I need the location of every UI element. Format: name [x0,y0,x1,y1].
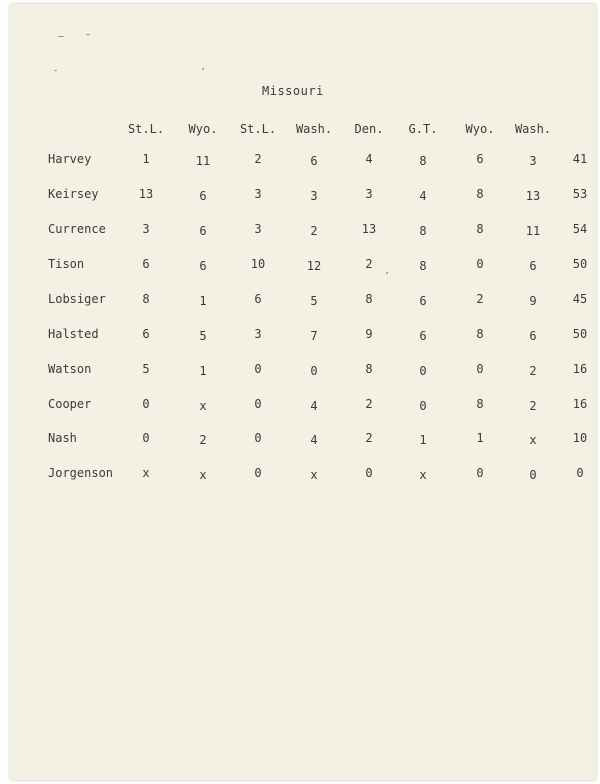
score-cell: 0 [529,468,537,482]
score-cell: 8 [419,259,427,273]
score-cell: 4 [419,189,427,203]
row-total: 54 [572,222,588,236]
score-cell: 3 [310,189,318,203]
player-name: Jorgenson [48,466,114,480]
score-cell: 1 [476,431,484,445]
paper-speck [86,34,90,35]
score-cell: 13 [525,189,541,203]
column-header: Wash. [514,122,552,136]
score-cell: 8 [419,224,427,238]
score-cell: 6 [254,292,262,306]
score-cell: 4 [310,399,318,413]
score-cell: 6 [199,259,207,273]
score-cell: 3 [365,187,373,201]
score-cell: 8 [365,362,373,376]
score-cell: 8 [142,292,150,306]
score-cell: 0 [142,431,150,445]
score-cell: 3 [142,222,150,236]
paper-speck [54,70,57,71]
score-cell: 8 [365,292,373,306]
score-cell: 1 [142,152,150,166]
score-cell: 8 [419,154,427,168]
score-cell: 0 [254,431,262,445]
score-cell: 0 [254,362,262,376]
score-cell: 5 [199,329,207,343]
player-name: Tison [48,257,85,271]
score-cell: 11 [525,224,541,238]
score-cell: 6 [529,259,537,273]
player-name: Halsted [48,327,99,341]
score-cell: 0 [476,466,484,480]
score-cell: 13 [361,222,377,236]
player-name: Nash [48,431,77,445]
score-cell: 12 [306,259,322,273]
score-cell: 1 [199,294,207,308]
score-cell: 6 [199,224,207,238]
column-header: Wyo. [465,122,495,136]
score-cell: 9 [365,327,373,341]
score-cell: x [199,468,207,482]
score-cell: x [199,399,207,413]
score-cell: 7 [310,329,318,343]
column-header: St.L. [239,122,277,136]
score-cell: 0 [476,362,484,376]
column-header: St.L. [127,122,165,136]
column-header: Wash. [295,122,333,136]
score-cell: 11 [195,154,211,168]
score-cell: 2 [199,433,207,447]
player-name: Harvey [48,152,92,166]
row-total: 10 [572,431,588,445]
row-total: 50 [572,257,588,271]
score-cell: 0 [419,399,427,413]
score-cell: 3 [254,327,262,341]
score-cell: 8 [476,327,484,341]
score-cell: 10 [250,257,266,271]
row-total: 16 [572,397,588,411]
score-cell: x [419,468,427,482]
paper-speck [58,36,64,37]
score-cell: 6 [142,257,150,271]
score-cell: 8 [476,222,484,236]
score-cell: 6 [529,329,537,343]
score-cell: 0 [365,466,373,480]
document-page [10,4,596,780]
page-title: Missouri [262,84,324,98]
score-cell: 1 [199,364,207,378]
player-name: Watson [48,362,92,376]
row-total: 0 [576,466,584,480]
score-cell: 4 [365,152,373,166]
score-cell: 6 [199,189,207,203]
score-cell: 6 [142,327,150,341]
row-total: 45 [572,292,588,306]
row-total: 50 [572,327,588,341]
score-cell: 2 [310,224,318,238]
score-cell: 0 [476,257,484,271]
score-cell: 0 [142,397,150,411]
score-cell: 2 [529,399,537,413]
score-cell: 6 [476,152,484,166]
score-cell: x [529,433,537,447]
score-cell: 1 [419,433,427,447]
column-header: Den. [354,122,384,136]
score-cell: 2 [254,152,262,166]
score-cell: 13 [138,187,154,201]
score-cell: 2 [365,257,373,271]
player-name: Lobsiger [48,292,106,306]
score-cell: 2 [365,397,373,411]
score-cell: 4 [310,433,318,447]
score-cell: x [142,466,150,480]
score-cell: 2 [529,364,537,378]
paper-speck [202,68,204,70]
row-total: 53 [572,187,588,201]
score-cell: 0 [254,397,262,411]
score-cell: 6 [310,154,318,168]
score-cell: 0 [254,466,262,480]
score-cell: 8 [476,187,484,201]
score-cell: 0 [310,364,318,378]
row-total: 16 [572,362,588,376]
score-cell: 9 [529,294,537,308]
score-cell: 2 [476,292,484,306]
row-total: 41 [572,152,588,166]
column-header: G.T. [408,122,438,136]
score-cell: 2 [365,431,373,445]
score-cell: 6 [419,329,427,343]
player-name: Cooper [48,397,92,411]
score-cell: 3 [529,154,537,168]
score-cell: x [310,468,318,482]
score-cell: 5 [310,294,318,308]
player-name: Keirsey [48,187,99,201]
paper-speck [386,272,388,274]
player-name: Currence [48,222,106,236]
score-cell: 3 [254,187,262,201]
score-cell: 0 [419,364,427,378]
score-cell: 6 [419,294,427,308]
column-header: Wyo. [188,122,218,136]
score-cell: 5 [142,362,150,376]
score-cell: 8 [476,397,484,411]
score-cell: 3 [254,222,262,236]
